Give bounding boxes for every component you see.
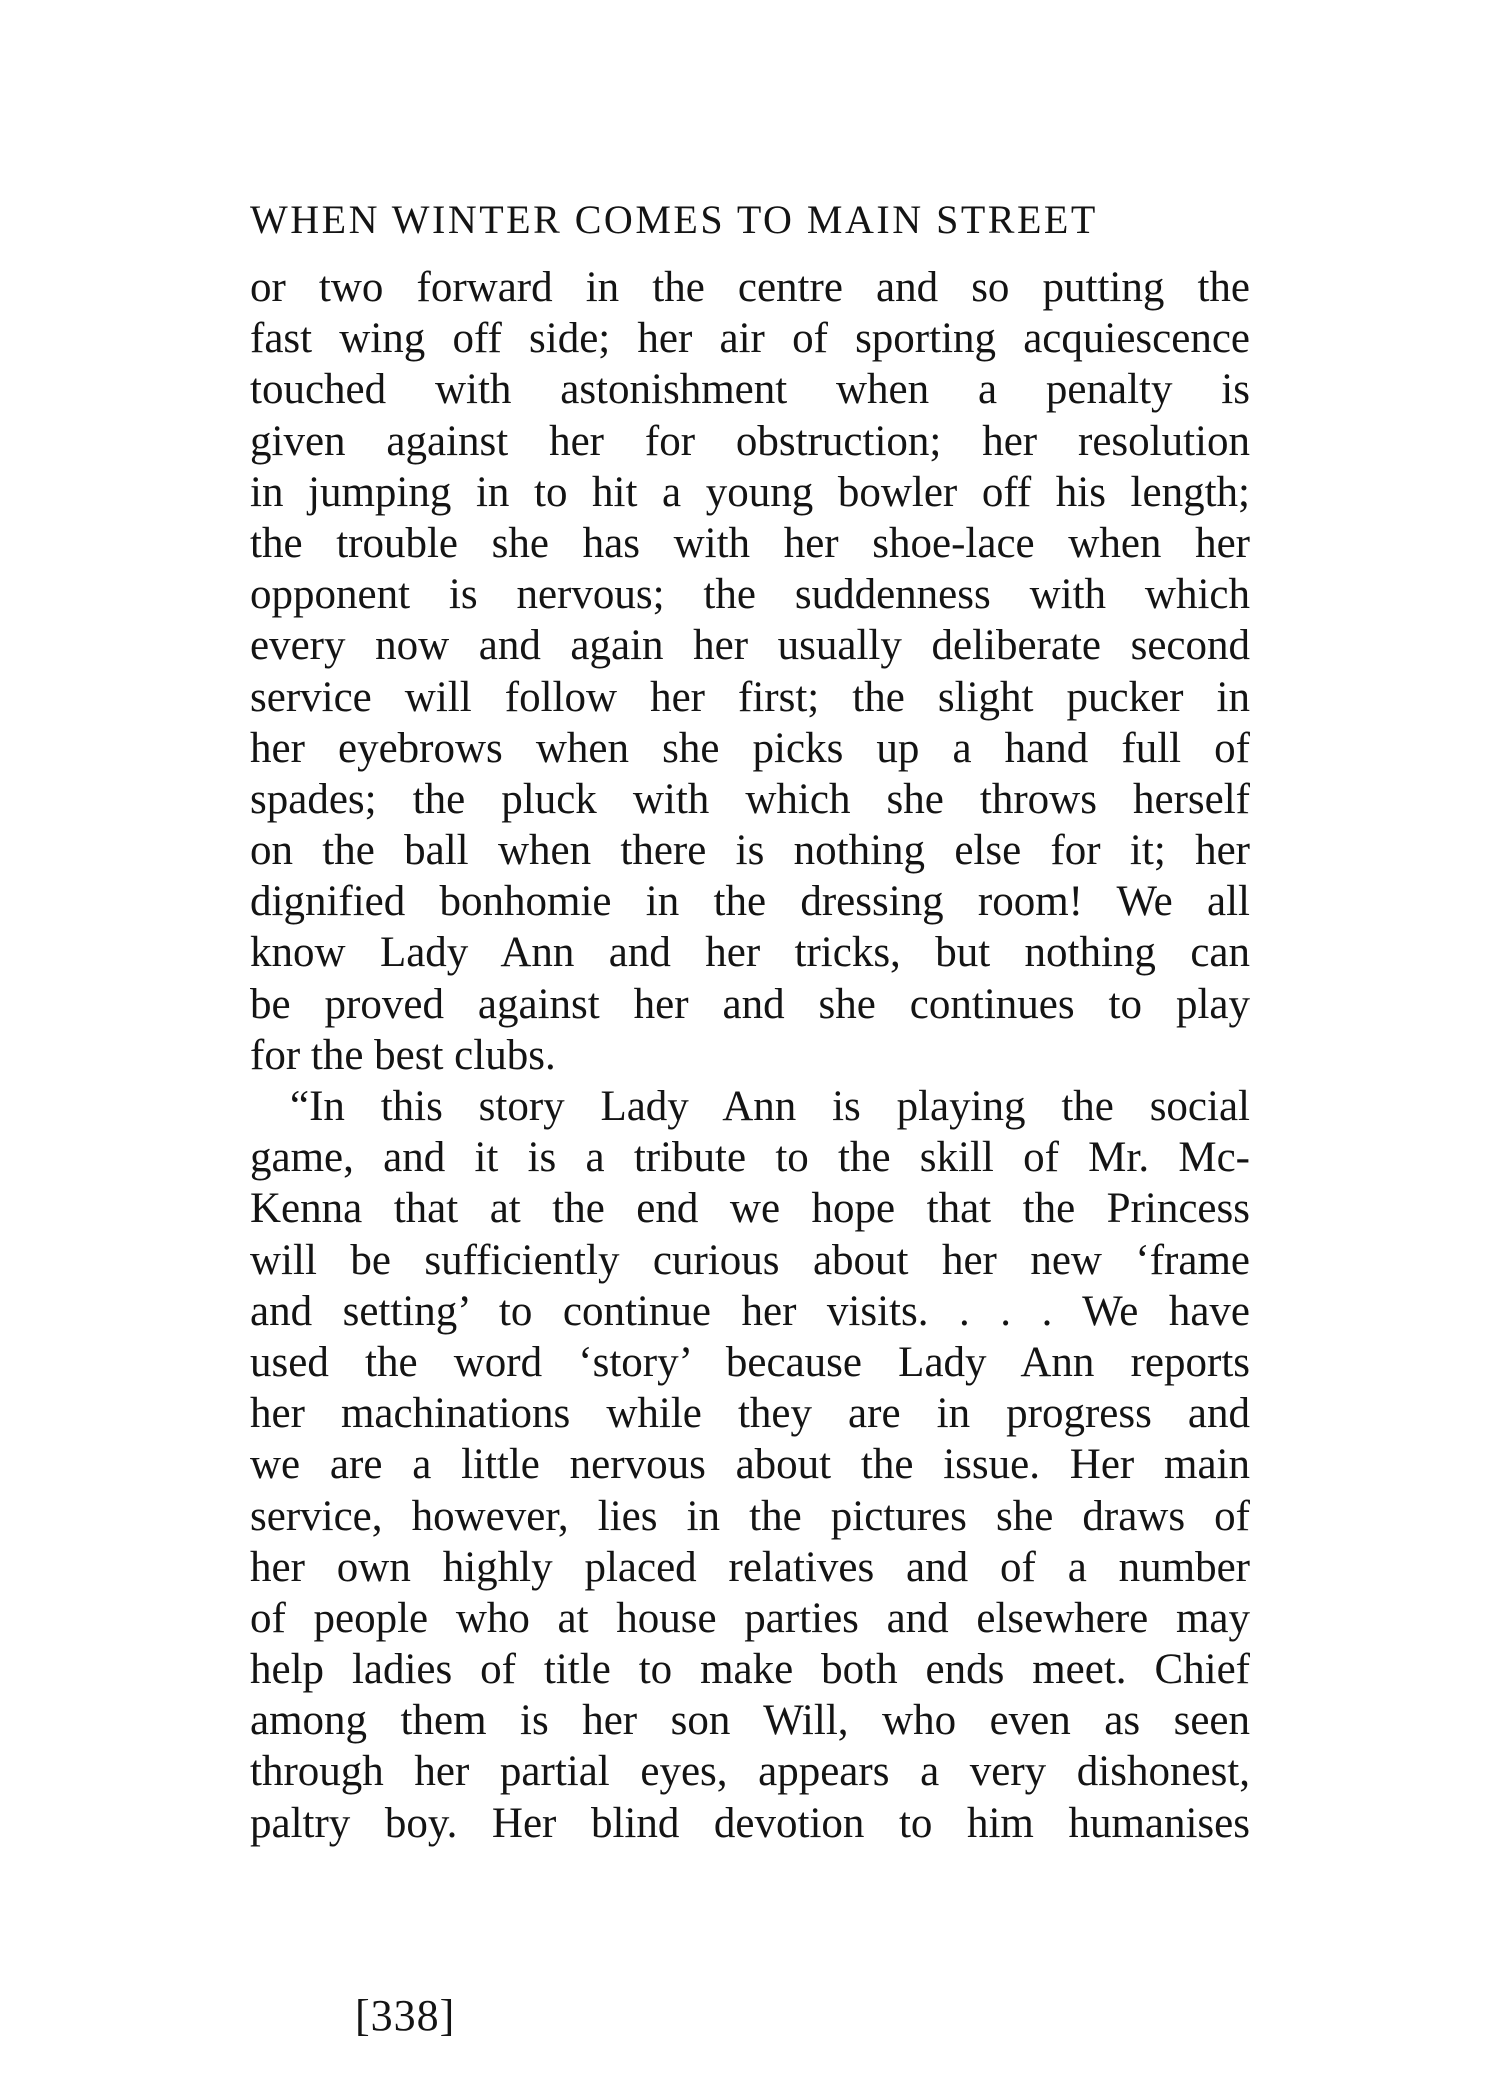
text-line: know Lady Ann and her tricks, but nothing can [250, 929, 1250, 977]
paragraph-start-line: “In this story Lady Ann is playing the social [290, 1083, 1250, 1130]
text-line: her eyebrows when she picks up a hand full of [250, 724, 1250, 772]
body-text [250, 262, 1250, 1849]
text-line: service will follow her first; the slight pucker in [250, 673, 1250, 721]
text-line: the trouble she has with her shoe-lace when her [250, 519, 1250, 567]
text-line: her machinations while they are in progress and [250, 1390, 1250, 1438]
running-head: WHEN WINTER COMES TO MAIN STREET [250, 197, 1098, 242]
text-line: of people who at house parties and elsewhere may [250, 1594, 1250, 1642]
text-line: dignified bonhomie in the dressing room! We all [250, 878, 1250, 926]
text-line: opponent is nervous; the suddenness with which [250, 571, 1250, 619]
text-line: her own highly placed relatives and of a number [250, 1543, 1250, 1591]
text-line: in jumping in to hit a young bowler off his length; [250, 468, 1250, 516]
text-line: among them is her son Will, who even as seen [250, 1697, 1250, 1745]
text-line: be proved against her and she continues to play [250, 980, 1250, 1028]
text-line: through her partial eyes, appears a very dishonest, [250, 1748, 1250, 1796]
text-line: used the word ‘story’ because Lady Ann reports [250, 1338, 1250, 1386]
text-line: service, however, lies in the pictures she draws of [250, 1492, 1250, 1540]
text-line: Kenna that at the end we hope that the Princess [250, 1185, 1250, 1233]
text-line: on the ball when there is nothing else for it; her [250, 827, 1250, 875]
text-line: and setting’ to continue her visits. . . . We have [250, 1287, 1250, 1335]
text-line: paltry boy. Her blind devotion to him humanises [250, 1799, 1250, 1847]
text-line: fast wing off side; her air of sporting acquiescence [250, 315, 1250, 363]
paragraph-end-line: for the best clubs. [250, 1031, 556, 1079]
text-line: given against her for obstruction; her resolution [250, 417, 1250, 465]
text-line: spades; the pluck with which she throws herself [250, 775, 1250, 823]
text-line: will be sufficiently curious about her new ‘frame [250, 1236, 1250, 1284]
text-line: game, and it is a tribute to the skill of Mr. Mc- [250, 1134, 1250, 1182]
text-line: touched with astonishment when a penalty is [250, 366, 1250, 414]
text-line: we are a little nervous about the issue. Her main [250, 1441, 1250, 1489]
page-number: [338] [355, 1991, 456, 2040]
text-line: or two forward in the centre and so putting the [250, 264, 1250, 311]
text-line: help ladies of title to make both ends meet. Chief [250, 1646, 1250, 1694]
text-line: every now and again her usually deliberate second [250, 622, 1250, 670]
